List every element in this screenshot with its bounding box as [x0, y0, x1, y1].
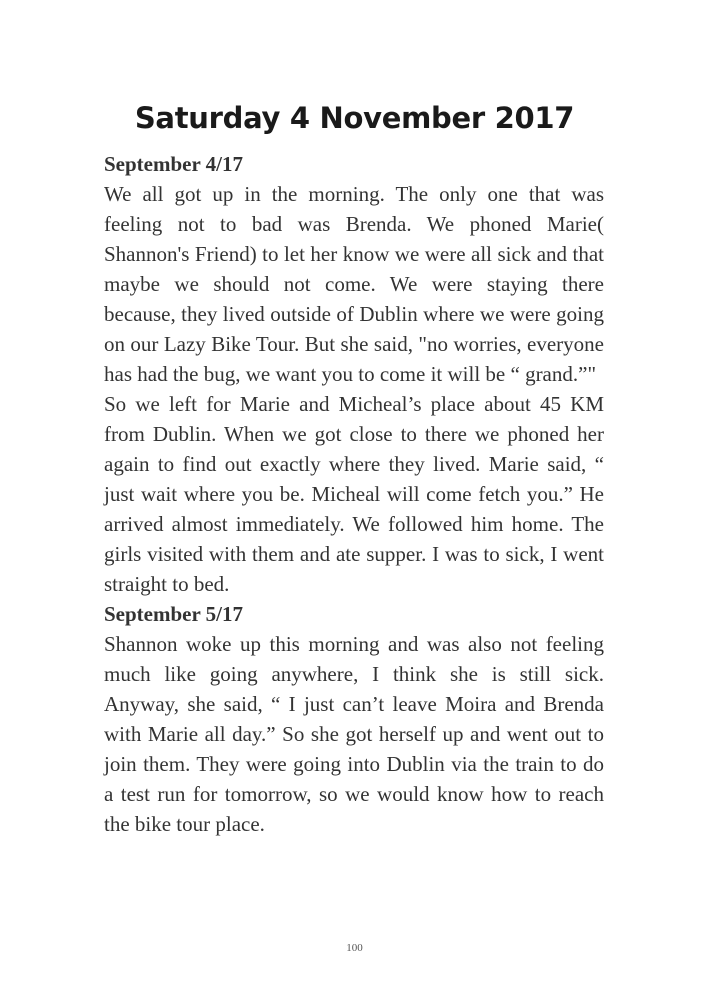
journal-body — [104, 149, 604, 839]
entry-paragraph: So we left for Marie and Micheal’s place about 45 KM from Dublin. When we got close to there we phoned her again to find out exactly where they lived. Marie said, “ just wait where you be. Micheal will come fetch you.” He arrived almost immediately. We followed him home. The girls visited with them and ate supper. I was to sick, I went straight to bed. — [104, 392, 604, 596]
page-title: Saturday 4 November 2017 — [134, 101, 575, 136]
entry-paragraph: We all got up in the morning. The only one that was feeling not to bad was Brenda. We phoned Marie( Shannon's Friend) to let her know we were all sick and that maybe we should not come. We were staying there because, they lived outside of Dublin where we were going on our Lazy Bike Tour. But she said, "no worries, everyone has had the bug, we want you to come it will be “ grand.”" — [104, 182, 604, 386]
entry-heading: September 5/17 — [104, 602, 244, 626]
entry-heading: September 4/17 — [104, 152, 244, 176]
entry-paragraph: Shannon woke up this morning and was also not feeling much like going anywhere, I think she is still sick. Anyway, she said, “ I just can’t leave Moira and Brenda with Marie all day.” So she got herself up and went out to join them. They were going into Dublin via the train to do a test run for tomorrow, so we would know how to reach the bike tour place. — [104, 632, 604, 836]
page-number: 100 — [346, 942, 363, 954]
